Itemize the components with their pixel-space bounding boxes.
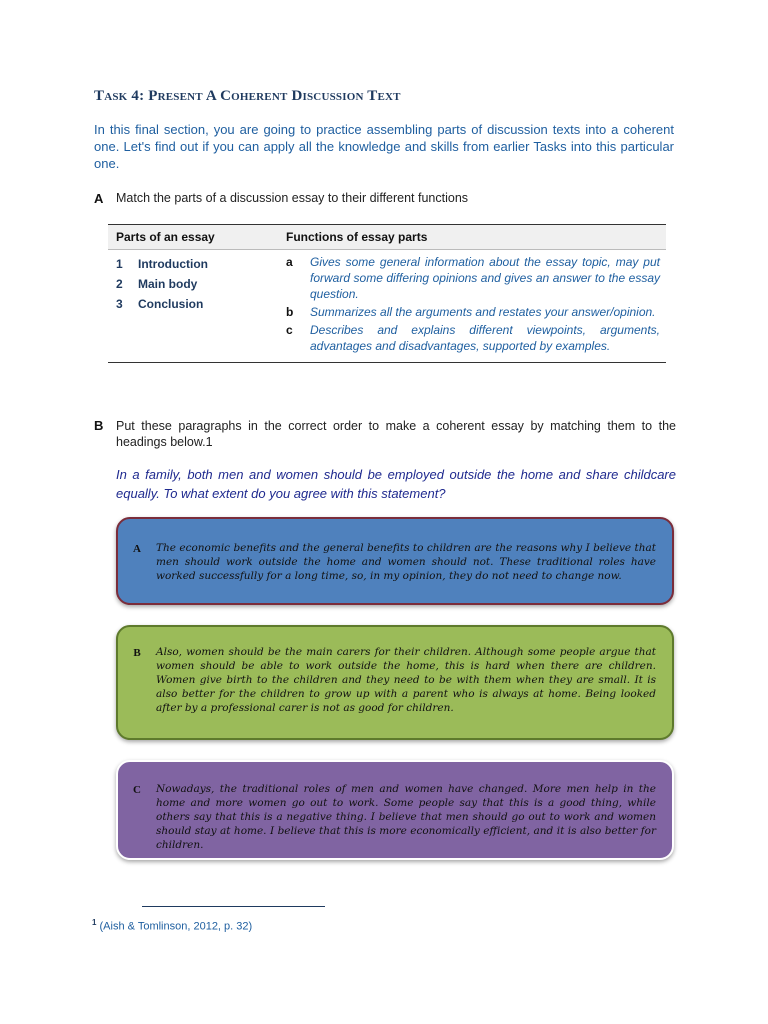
essay-parts-table xyxy=(108,224,666,363)
function-letter: a xyxy=(286,255,293,269)
functions-column xyxy=(286,254,666,356)
paragraph-letter: C xyxy=(133,784,141,796)
footnote-mark: 1 xyxy=(92,918,97,927)
paragraph-text: The economic benefits and the general benefits to children are the reasons why I believe that men should work outside the home and women should not. These traditional roles have worked successfully for a long time, so, in my opinion, they do not need to change now. xyxy=(156,542,656,582)
part-item xyxy=(116,294,286,314)
function-item xyxy=(286,322,660,354)
paragraph-text: Nowadays, the traditional roles of men and women have changed. More men help in the home and more women go out to work. Some people say that this is a good thing, while others say that this is a negative thing. I believe that men should go out to work and women should stay at home. I believe that this is more economically efficient, and it is also better for children. xyxy=(156,783,656,851)
part-number: 2 xyxy=(116,277,123,291)
question-a-letter: A xyxy=(94,191,104,206)
parts-column xyxy=(108,254,286,356)
essay-question: In a family, both men and women should be employed outside the home and share childcare equally. To what extent do you agree with this statement? xyxy=(116,467,676,501)
table-header-functions: Functions of essay parts xyxy=(286,230,428,244)
footnote xyxy=(92,918,252,933)
table-header-row xyxy=(108,225,666,250)
paragraph-box-a xyxy=(116,517,674,605)
question-a-text: Match the parts of a discussion essay to their different functions xyxy=(116,191,469,205)
part-label: Introduction xyxy=(138,257,208,271)
intro-paragraph: In this final section, you are going to practice assembling parts of discussion texts into a coherent one. Let's find out if you can apply all the knowledge and skills from earlier Tasks into this particular one. xyxy=(94,122,674,171)
part-item xyxy=(116,274,286,294)
part-label: Conclusion xyxy=(138,297,204,311)
part-label: Main body xyxy=(138,277,198,291)
question-b-text: Put these paragraphs in the correct order to make a coherent essay by matching them to the headings below.1 xyxy=(116,419,676,449)
paragraph-text: Also, women should be the main carers for their children. Although some people argue that women should be able to work outside the home, this is hard when there are children. Women give birth to the children and they need to be with them when they are small. It is also better for the children to grow up with a parent who is always at home. Being looked after by a professional carer is not as good for children. xyxy=(156,646,656,714)
function-letter: b xyxy=(286,305,294,319)
function-text: Summarizes all the arguments and restates your answer/opinion. xyxy=(310,305,656,319)
table-body xyxy=(108,250,666,362)
function-text: Gives some general information about the essay topic, may put forward some differing opinions and gives an answer to the essay question. xyxy=(310,255,660,301)
function-item xyxy=(286,254,660,302)
question-b-letter: B xyxy=(94,418,104,433)
function-text: Describes and explains different viewpoints, arguments, advantages and disadvantages, supported by examples. xyxy=(310,323,660,353)
paragraph-letter: B xyxy=(133,647,141,659)
page-title: Task 4: Present A Coherent Discussion Text xyxy=(94,88,401,104)
paragraph-letter: A xyxy=(133,543,141,555)
function-item xyxy=(286,304,660,320)
part-number: 3 xyxy=(116,297,123,311)
paragraph-box-c xyxy=(116,760,674,860)
function-letter: c xyxy=(286,323,293,337)
part-item xyxy=(116,254,286,274)
footnote-divider xyxy=(142,906,325,907)
part-number: 1 xyxy=(116,257,123,271)
footnote-text: (Aish & Tomlinson, 2012, p. 32) xyxy=(99,920,253,933)
paragraph-box-b xyxy=(116,625,674,740)
table-header-parts: Parts of an essay xyxy=(116,230,215,244)
